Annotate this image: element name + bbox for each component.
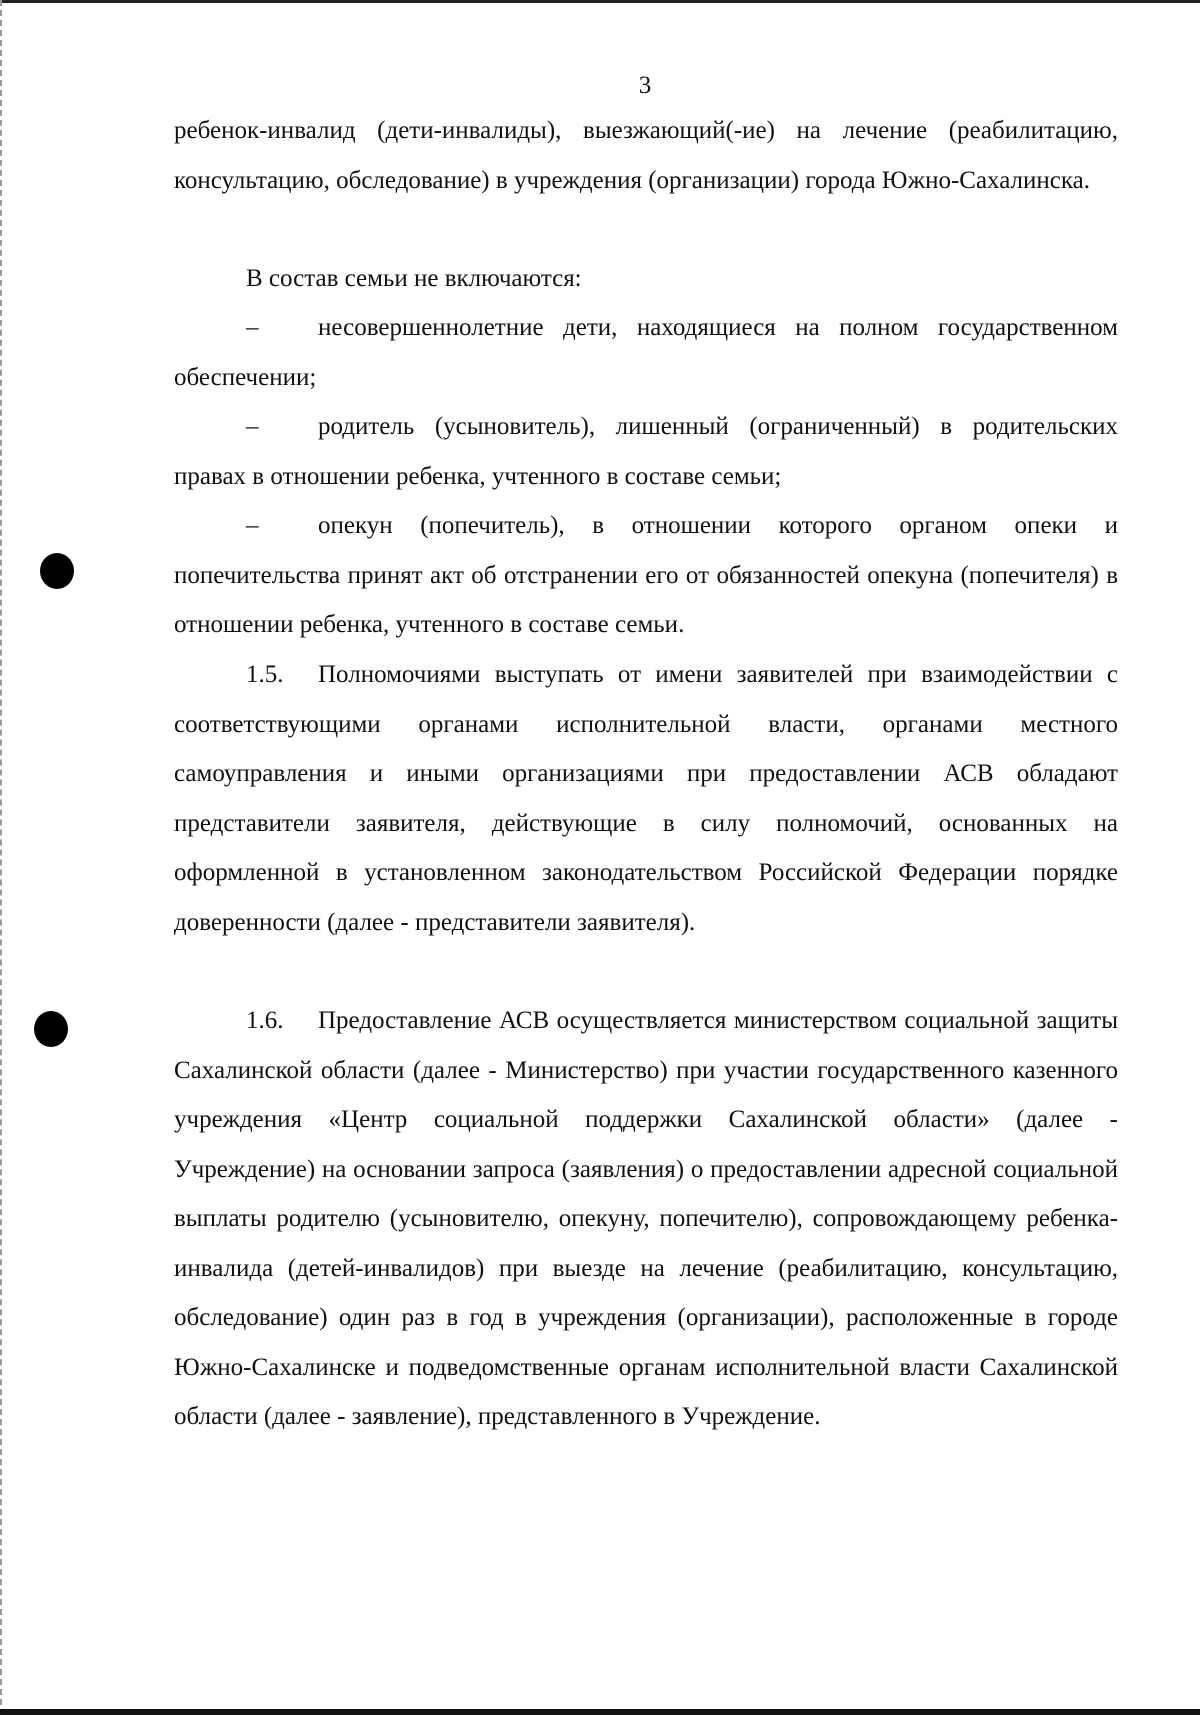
- paragraph-family-excluded: [174, 254, 1118, 304]
- list-item: [174, 303, 1118, 402]
- list-dash: –: [246, 413, 259, 440]
- list-dash: –: [246, 314, 259, 341]
- paragraph-text: В состав семьи не включаются:: [246, 265, 582, 292]
- punch-hole-icon: [34, 1011, 68, 1047]
- clause-text: Полномочиями выступать от имени заявителей при взаимодействии с соответствующими органами исполнительной власти, органами местного самоуправления и иными организациями при предоставлении АСВ обладают представители заявителя, действующие в силу полномочий, основанных на оформленной в установленном законодательством Российской Федерации порядке доверенности (далее - представители заявителя).: [174, 661, 1118, 936]
- clause-1-6: [174, 996, 1118, 1442]
- clause-1-5: [174, 650, 1118, 947]
- paragraph-continuation: [174, 106, 1118, 205]
- list-item-text: опекун (попечитель), в отношении которого органом опеки и попечительства принят акт об отстранении его от обязанностей опекуна (попечителя) в отношении ребенка, учтенного в составе семьи.: [174, 512, 1118, 638]
- page-number: 3: [638, 72, 652, 99]
- paragraph-text: ребенок-инвалид (дети-инвалиды), выезжающий(-ие) на лечение (реабилитацию, консультацию, обследование) в учреждения (организации) города Южно-Сахалинска.: [174, 117, 1118, 194]
- scan-bottom-edge: [0, 1709, 1200, 1715]
- clause-number: 1.5.: [246, 661, 284, 688]
- scan-top-edge: [0, 0, 1200, 3]
- list-item-text: несовершеннолетние дети, находящиеся на полном государственном обеспечении;: [174, 314, 1118, 391]
- list-dash: –: [246, 512, 259, 539]
- scan-left-edge: [0, 0, 4, 1715]
- list-item-text: родитель (усыновитель), лишенный (ограниченный) в родительских правах в отношении ребенка, учтенного в составе семьи;: [174, 413, 1118, 490]
- clause-text: Предоставление АСВ осуществляется министерством социальной защиты Сахалинской области (далее - Министерство) при участии государственного казенного учреждения «Центр социальной поддержки Сахалинской области» (далее - Учреждение) на основании запроса (заявления) о предоставлении адресной социальной выплаты родителю (усыновителю, опекуну, попечителю), сопровождающему ребенка-инвалида (детей-инвалидов) при выезде на лечение (реабилитацию, консультацию, обследование) один раз в год в учреждения (организации), расположенные в городе Южно-Сахалинске и подведомственные органам исполнительной власти Сахалинской области (далее - заявление), представленного в Учреждение.: [174, 1007, 1118, 1430]
- clause-number: 1.6.: [246, 1007, 284, 1034]
- list-item: [174, 501, 1118, 650]
- list-item: [174, 402, 1118, 501]
- punch-hole-icon: [40, 553, 74, 589]
